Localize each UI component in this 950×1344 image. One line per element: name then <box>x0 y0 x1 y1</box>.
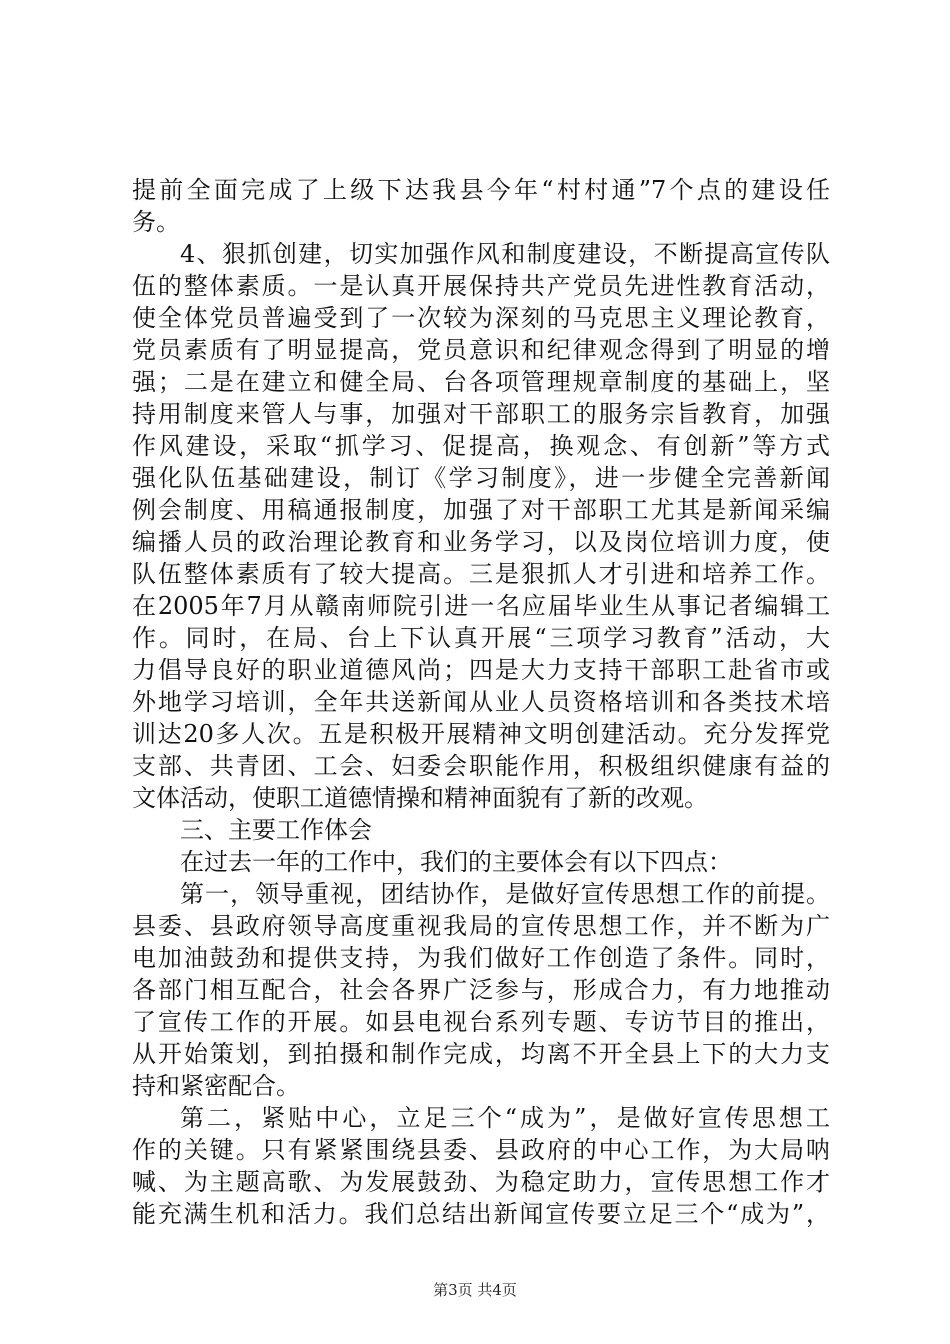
text-line: 力倡导良好的职业道德风尚；四是大力支持干部职工赴省市或 <box>132 656 830 684</box>
text-line: 作风建设，采取“抓学习、促提高，换观念、有创新”等方式 <box>132 432 830 460</box>
document-body <box>132 174 830 1230</box>
text-line: 文体活动，使职工道德情操和精神面貌有了新的改观。 <box>132 784 708 812</box>
text-line: 三、主要工作体会 <box>180 816 372 844</box>
text-line: 伍的整体素质。一是认真开展保持共产党员先进性教育活动， <box>132 272 830 300</box>
text-line: 喊、为主题高歌、为发展鼓劲、为稳定助力，宣传思想工作才 <box>132 1168 830 1196</box>
text-line: 电加油鼓劲和提供支持，为我们做好工作创造了条件。同时， <box>132 944 830 972</box>
text-line: 在2005年7月从赣南师院引进一名应届毕业生从事记者编辑工 <box>132 592 830 620</box>
text-line: 县委、县政府领导高度重视我局的宣传思想工作，并不断为广 <box>132 912 830 940</box>
text-line: 使全体党员普遍受到了一次较为深刻的马克思主义理论教育， <box>132 304 830 332</box>
text-line: 作的关键。只有紧紧围绕县委、县政府的中心工作，为大局呐 <box>132 1136 830 1164</box>
text-line: 例会制度、用稿通报制度，加强了对干部职工尤其是新闻采编 <box>132 496 830 524</box>
page-footer: 第3页 共4页 <box>433 1281 517 1299</box>
text-line: 在过去一年的工作中，我们的主要体会有以下四点： <box>180 848 732 876</box>
text-line: 第二，紧贴中心，立足三个“成为”，是做好宣传思想工 <box>180 1104 830 1132</box>
text-line: 务。 <box>132 208 180 236</box>
text-line: 支部、共青团、工会、妇委会职能作用，积极组织健康有益的 <box>132 752 830 780</box>
text-line: 持和紧密配合。 <box>132 1072 300 1100</box>
text-line: 强；二是在建立和健全局、台各项管理规章制度的基础上，坚 <box>132 368 830 396</box>
text-line: 队伍整体素质有了较大提高。三是狠抓人才引进和培养工作。 <box>132 560 830 588</box>
text-line: 强化队伍基础建设，制订《学习制度》，进一步健全完善新闻 <box>132 464 830 492</box>
text-line: 从开始策划，到拍摄和制作完成，均离不开全县上下的大力支 <box>132 1040 830 1068</box>
text-line: 提前全面完成了上级下达我县今年“村村通”7个点的建设任 <box>132 176 830 204</box>
text-line: 4、狠抓创建，切实加强作风和制度建设，不断提高宣传队 <box>180 240 830 268</box>
text-line: 训达20多人次。五是积极开展精神文明创建活动。充分发挥党 <box>132 720 830 748</box>
text-line: 党员素质有了明显提高，党员意识和纪律观念得到了明显的增 <box>132 336 830 364</box>
text-line: 了宣传工作的开展。如县电视台系列专题、专访节目的推出， <box>132 1008 830 1036</box>
text-line: 各部门相互配合，社会各界广泛参与，形成合力，有力地推动 <box>132 976 830 1004</box>
text-line: 作。同时，在局、台上下认真开展“三项学习教育”活动，大 <box>132 624 830 652</box>
text-line: 持用制度来管人与事，加强对干部职工的服务宗旨教育，加强 <box>132 400 830 428</box>
text-line: 能充满生机和活力。我们总结出新闻宣传要立足三个“成为”， <box>132 1200 830 1228</box>
text-line: 第一，领导重视，团结协作，是做好宣传思想工作的前提。 <box>180 880 830 908</box>
text-line: 外地学习培训，全年共送新闻从业人员资格培训和各类技术培 <box>132 688 830 716</box>
text-line: 编播人员的政治理论教育和业务学习，以及岗位培训力度，使 <box>132 528 830 556</box>
